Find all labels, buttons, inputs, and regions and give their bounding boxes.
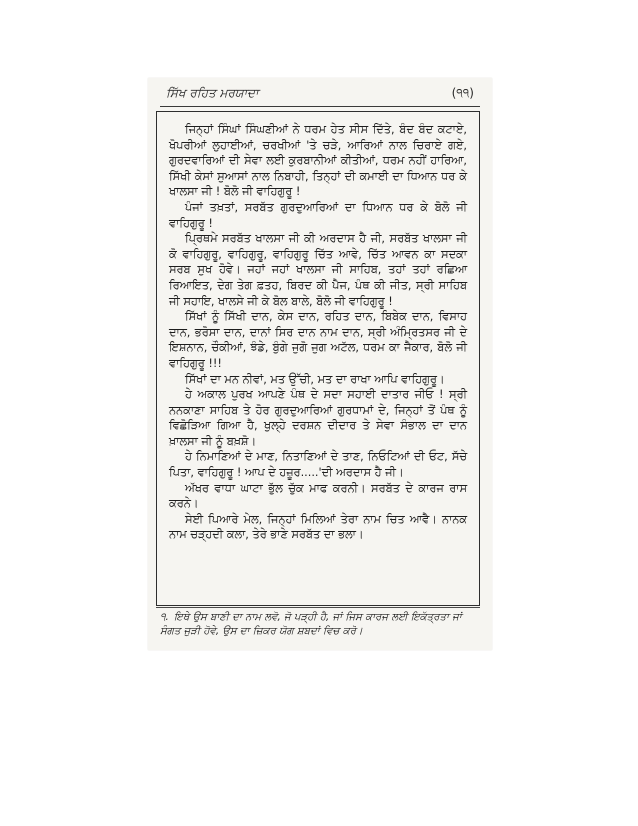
- footnote-rule: [156, 607, 480, 608]
- scanned-page: [148, 78, 492, 650]
- page-header: [166, 84, 474, 104]
- running-title: ਸਿੱਖ ਰਹਿਤ ਮਰਯਾਦਾ: [166, 86, 259, 100]
- header-rule: [160, 106, 480, 107]
- paragraph-humble-mind: ਸਿੱਖਾਂ ਦਾ ਮਨ ਨੀਵਾਂ, ਮਤ ਉੱਚੀ, ਮਤ ਦਾ ਰਾਖਾ ਆਪਿ ਵਾਹਿਗੁਰੂ।: [185, 372, 445, 386]
- footnote: [160, 611, 476, 639]
- footnote-text: ਇਥੇ ਉਸ ਬਾਣੀ ਦਾ ਨਾਮ ਲਵੋ, ਜੋ ਪੜ੍ਹੀ ਹੈ, ਜਾਂ ਜਿਸ ਕਾਰਜ ਲਈ ਇਕੱਤ੍ਰਤਾ ਜਾਂ ਸੰਗਤ ਜੁੜੀ ਹੋਵੇ, ਉਸ ਦਾ ਜ਼ਿਕਰ ਯੋਗ ਸ਼ਬਦਾਂ ਵਿਚ ਕਰੋ।: [160, 612, 462, 637]
- footnote-marker: ੧.: [160, 612, 169, 623]
- paragraph-gifts: ਸਿੱਖਾਂ ਨੂੰ ਸਿੱਖੀ ਦਾਨ, ਕੇਸ ਦਾਨ, ਰਹਿਤ ਦਾਨ, ਬਿਬੇਕ ਦਾਨ, ਵਿਸਾਹ ਦਾਨ, ਭਰੋਸਾ ਦਾਨ, ਦਾਨਾਂ ਸਿਰ ਦਾਨ ਨਾਮ ਦਾਨ, ਸ੍ਰੀ ਅੰਮ੍ਰਿਤਸਰ ਜੀ ਦੇ ਇਸ਼ਨਾਨ, ਚੌਕੀਆਂ, ਝੰਡੇ, ਬੁੰਗੇ ਜੁਗੋ ਜੁਗ ਅਟੱਲ, ਧਰਮ ਕਾ ਜੈਕਾਰ, ਬੋਲੋ ਜੀ ਵਾਹਿਗੁਰੂ !!!: [169, 310, 467, 370]
- paragraph-five-takhts: ਪੰਜਾਂ ਤਖ਼ਤਾਂ, ਸਰਬੱਤ ਗੁਰਦੁਆਰਿਆਂ ਦਾ ਧਿਆਨ ਧਰ ਕੇ ਬੋਲੋ ਜੀ ਵਾਹਿਗੁਰੂ !: [169, 200, 467, 230]
- page-number: (੧੧): [451, 86, 474, 100]
- paragraph-gurdwaras: ਹੇ ਅਕਾਲ ਪੁਰਖ ਆਪਣੇ ਪੰਥ ਦੇ ਸਦਾ ਸਹਾਈ ਦਾਤਾਰ ਜੀਓ ! ਸ੍ਰੀ ਨਨਕਾਣਾ ਸਾਹਿਬ ਤੇ ਹੋਰ ਗੁਰਦੁਆਰਿਆਂ ਗੁਰਧਾਮਾਂ ਦੇ, ਜਿਨ੍ਹਾਂ ਤੋਂ ਪੰਥ ਨੂੰ ਵਿਛੋੜਿਆ ਗਿਆ ਹੈ, ਖੁਲ੍ਹੇ ਦਰਸ਼ਨ ਦੀਦਾਰ ਤੇ ਸੇਵਾ ਸੰਭਾਲ ਦਾ ਦਾਨ ਖ਼ਾਲਸਾ ਜੀ ਨੂੰ ਬਖ਼ਸ਼ੋ।: [169, 388, 467, 448]
- paragraph-khalsa-prayer: ਪ੍ਰਿਥਮੇ ਸਰਬੱਤ ਖਾਲਸਾ ਜੀ ਕੀ ਅਰਦਾਸ ਹੈ ਜੀ, ਸਰਬੱਤ ਖਾਲਸਾ ਜੀ ਕੋ ਵਾਹਿਗੁਰੂ, ਵਾਹਿਗੁਰੂ, ਵਾਹਿਗੁਰੂ ਚਿੱਤ ਆਵੇ, ਚਿੱਤ ਆਵਨ ਕਾ ਸਦਕਾ ਸਰਬ ਸੁਖ ਹੋਵੇ। ਜਹਾਂ ਜਹਾਂ ਖਾਲਸਾ ਜੀ ਸਾਹਿਬ, ਤਹਾਂ ਤਹਾਂ ਰਛਿਆ ਰਿਆਇਤ, ਦੇਗ ਤੇਗ ਫ਼ਤਹ, ਬਿਰਦ ਕੀ ਪੈਜ, ਪੰਥ ਕੀ ਜੀਤ, ਸ੍ਰੀ ਸਾਹਿਬ ਜੀ ਸਹਾਇ, ਖਾਲਸੇ ਜੀ ਕੇ ਬੋਲ ਬਾਲੇ, ਬੋਲੋ ਜੀ ਵਾਹਿਗੁਰੂ !: [169, 232, 467, 308]
- paragraph-forgiveness: ਅੱਖਰ ਵਾਧਾ ਘਾਟਾ ਭੁੱਲ ਚੁੱਕ ਮਾਫ ਕਰਨੀ। ਸਰਬੱਤ ਦੇ ਕਾਰਜ ਰਾਸ ਕਰਨੇ।: [169, 481, 467, 511]
- text-frame: [156, 111, 480, 606]
- paragraph-support: ਹੇ ਨਿਮਾਣਿਆਂ ਦੇ ਮਾਣ, ਨਿਤਾਣਿਆਂ ਦੇ ਤਾਣ, ਨਿਓਟਿਆਂ ਦੀ ਓਟ, ਸੱਚੇ ਪਿਤਾ, ਵਾਹਿਗੁਰੂ ! ਆਪ ਦੇ ਹਜ਼ੂਰ.....'ਦੀ ਅਰਦਾਸ ਹੈ ਜੀ।: [169, 450, 467, 480]
- paragraph-closing: ਸੇਈ ਪਿਆਰੇ ਮੇਲ, ਜਿਨ੍ਹਾਂ ਮਿਲਿਆਂ ਤੇਰਾ ਨਾਮ ਚਿਤ ਆਵੈ। ਨਾਨਕ ਨਾਮ ਚੜ੍ਹਦੀ ਕਲਾ, ਤੇਰੇ ਭਾਣੇ ਸਰਬੱਤ ਦਾ ਭਲਾ।: [169, 512, 467, 542]
- body-text: [169, 122, 467, 543]
- paragraph-martyrs: ਜਿਨ੍ਹਾਂ ਸਿੰਘਾਂ ਸਿੰਘਣੀਆਂ ਨੇ ਧਰਮ ਹੇਤ ਸੀਸ ਦਿੱਤੇ, ਬੰਦ ਬੰਦ ਕਟਾਏ, ਖੋਪਰੀਆਂ ਲੁਹਾਈਆਂ, ਚਰਖੀਆਂ 'ਤੇ ਚੜੇ, ਆਰਿਆਂ ਨਾਲ ਚਿਰਾਏ ਗਏ, ਗੁਰਦਵਾਰਿਆਂ ਦੀ ਸੇਵਾ ਲਈ ਕੁਰਬਾਨੀਆਂ ਕੀਤੀਆਂ, ਧਰਮ ਨਹੀਂ ਹਾਰਿਆ, ਸਿੱਖੀ ਕੇਸਾਂ ਸੁਆਸਾਂ ਨਾਲ ਨਿਬਾਹੀ, ਤਿਨ੍ਹਾਂ ਦੀ ਕਮਾਈ ਦਾ ਧਿਆਨ ਧਰ ਕੇ ਖਾਲਸਾ ਜੀ ! ਬੋਲੋ ਜੀ ਵਾਹਿਗੁਰੂ !: [169, 123, 467, 199]
